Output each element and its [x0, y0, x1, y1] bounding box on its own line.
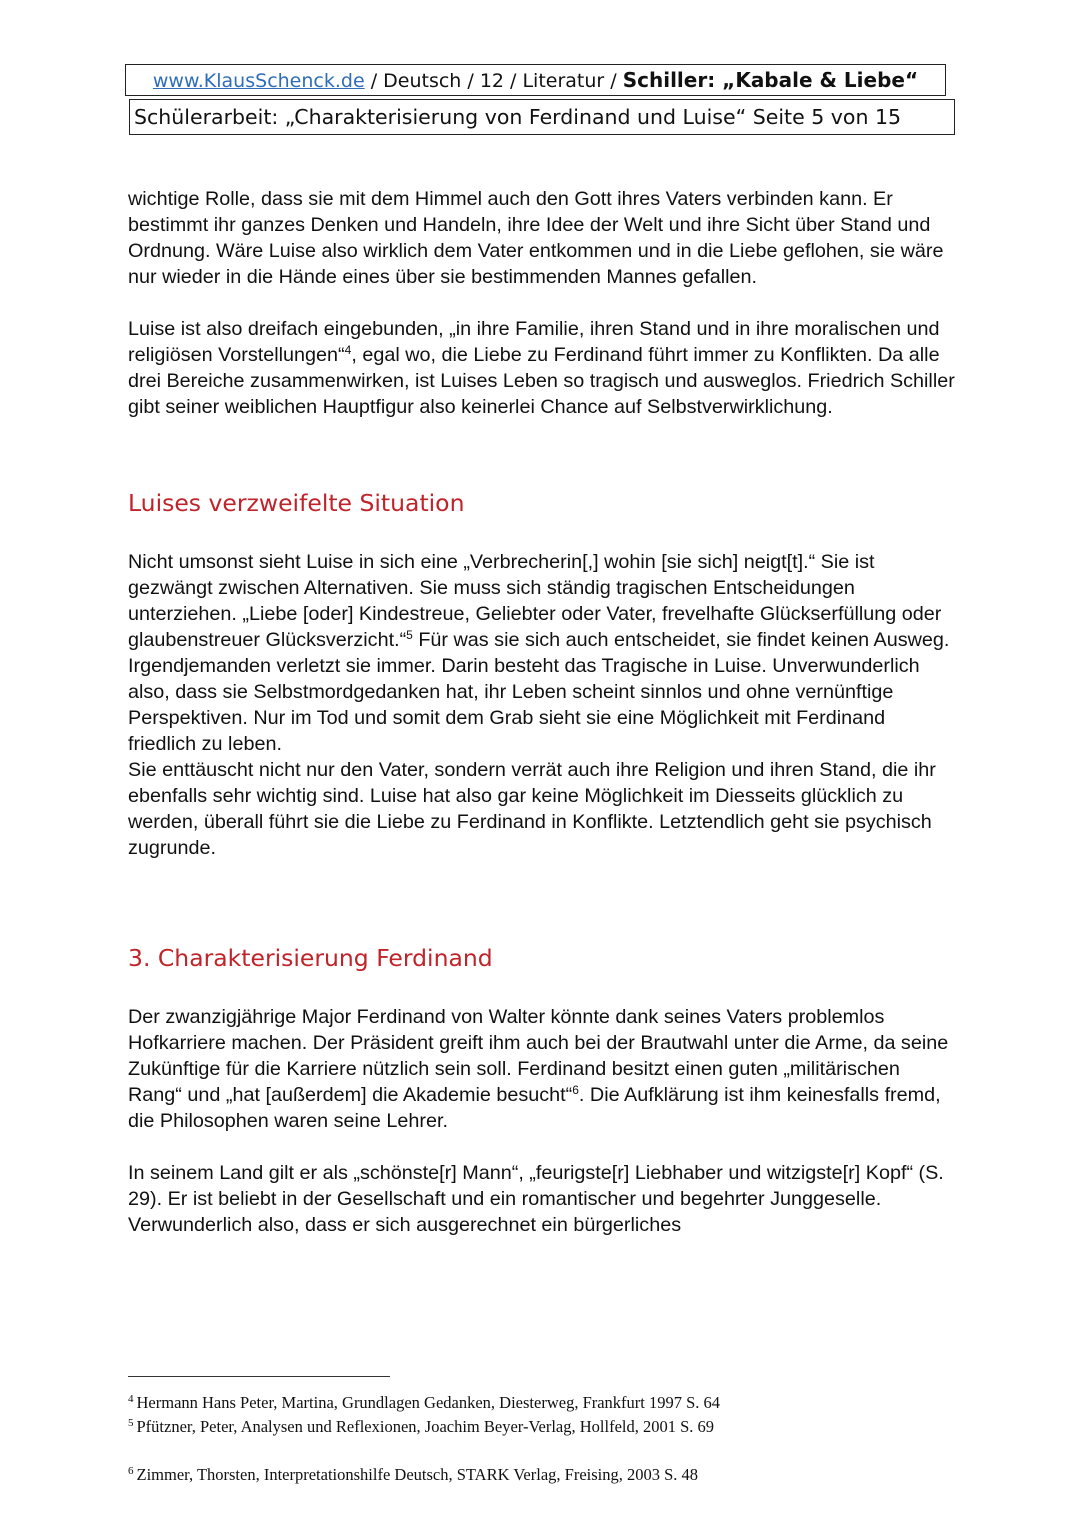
- footnote-divider: [128, 1376, 390, 1377]
- header-title-box: [125, 64, 946, 96]
- paragraph-3-continued: Sie enttäuscht nicht nur den Vater, sondern verrät auch ihre Religion und ihren Stand, die ihr ebenfalls sehr wichtig sind. Luise hat also gar keine Möglichkeit im Diesseits glücklich zu werden, überall führt sie die Liebe zu Ferdinand in Konflikte. Letztendlich geht sie psychisch zugrunde.: [128, 759, 936, 859]
- section-heading-ferdinand: 3. Charakterisierung Ferdinand: [128, 944, 493, 972]
- paragraph-4-text-a: Der zwanzigjährige Major Ferdinand von Walter könnte dank seines Vaters problemlos Hofkarriere machen. Der Präsident greift ihm auch bei der Brautwahl unter die Arme, da seine Zukünftige für die Karriere nützlich sein soll. Ferdinand besitzt einen guten „militärischen Rang“ und „hat [außerdem] die Akademie besucht“: [128, 1006, 949, 1106]
- footnote-4: [128, 1393, 720, 1413]
- section-heading-luise: Luises verzweifelte Situation: [128, 489, 465, 517]
- footnote-4-text: Hermann Hans Peter, Martina, Grundlagen Gedanken, Diesterweg, Frankfurt 1997 S. 64: [136, 1393, 721, 1412]
- paragraph-2: [128, 316, 958, 420]
- paragraph-5: In seinem Land gilt er als „schönste[r] Mann“, „feurigste[r] Liebhaber und witzigste[r] Kopf“ (S. 29). Er ist beliebt in der Gesellschaft und ein romantischer und begehrter Junggeselle. Verwunderlich also, dass er sich ausgerechnet ein bürgerliches: [128, 1162, 944, 1236]
- paragraph-4-text-b: . Die Aufklärung ist ihm keinesfalls fremd, die Philosophen waren seine Lehrer.: [128, 1084, 941, 1132]
- footnote-6-text: Zimmer, Thorsten, Interpretationshilfe Deutsch, STARK Verlag, Freising, 2003 S. 48: [136, 1465, 699, 1484]
- footnote-5: [128, 1417, 714, 1437]
- footnote-ref-5: 5: [406, 628, 413, 642]
- footnote-4-number: 4: [128, 1393, 134, 1405]
- header-work-title: Schiller: „Kabale & Liebe“: [622, 68, 919, 92]
- footnote-6-number: 6: [128, 1465, 134, 1477]
- header-path: / Deutsch / 12 / Literatur /: [364, 70, 623, 92]
- document-body: [128, 186, 958, 1238]
- paragraph-3-text-b: Für was sie sich auch entscheidet, sie findet keinen Ausweg. Irgendjemanden verletzt sie immer. Darin besteht das Tragische in Luise. Unverwunderlich also, dass sie Selbstmordgedanken hat, ihr Leben scheint sinnlos und ohne vernünftige Perspektiven. Nur im Tod und somit dem Grab sieht sie eine Möglichkeit mit Ferdinand friedlich zu leben.: [128, 629, 950, 755]
- site-link[interactable]: www.KlausSchenck.de: [152, 70, 365, 92]
- header-subtitle-box: [129, 99, 955, 135]
- footnote-5-number: 5: [128, 1417, 134, 1429]
- paragraph-2-text-a: Luise ist also dreifach eingebunden, „in ihre Familie, ihren Stand und in ihre moralischen und religiösen Vorstellungen“: [128, 318, 940, 366]
- paragraph-1: wichtige Rolle, dass sie mit dem Himmel auch den Gott ihres Vaters verbinden kann. Er bestimmt ihr ganzes Denken und Handeln, ihre Idee der Welt und ihre Sicht über Stand und Ordnung. Wäre Luise also wirklich dem Vater entkommen und in die Liebe geflohen, sie wäre nur wieder in die Hände eines über sie bestimmenden Mannes gefallen.: [128, 188, 944, 288]
- paragraph-2-text-b: , egal wo, die Liebe zu Ferdinand führt immer zu Konflikten. Da alle drei Bereiche zusammenwirken, ist Luises Leben so tragisch und ausweglos. Friedrich Schiller gibt seiner weiblichen Hauptfigur also keinerlei Chance auf Selbstverwirklichung.: [128, 344, 955, 418]
- footnote-6: [128, 1465, 698, 1485]
- paragraph-3-text-a: Nicht umsonst sieht Luise in sich eine „Verbrecherin[,] wohin [sie sich] neigt[t].“ Sie ist gezwängt zwischen Alternativen. Sie muss sich ständig tragischen Entscheidungen unterziehen. „Liebe [oder] Kindestreue, Geliebter oder Vater, frevelhafte Glückserfüllung oder glaubenstreuer Glücksverzicht.“: [128, 551, 942, 651]
- footnote-ref-4: 4: [344, 343, 352, 357]
- paragraph-3: [128, 549, 958, 757]
- footnote-ref-6: 6: [572, 1083, 579, 1097]
- footnote-5-text: Pfützner, Peter, Analysen und Reflexionen, Joachim Beyer-Verlag, Hollfeld, 2001 S. 69: [136, 1417, 715, 1436]
- header-subtitle: Schülerarbeit: „Charakterisierung von Ferdinand und Luise“ Seite 5 von 15: [134, 105, 902, 129]
- paragraph-4: [128, 1004, 958, 1134]
